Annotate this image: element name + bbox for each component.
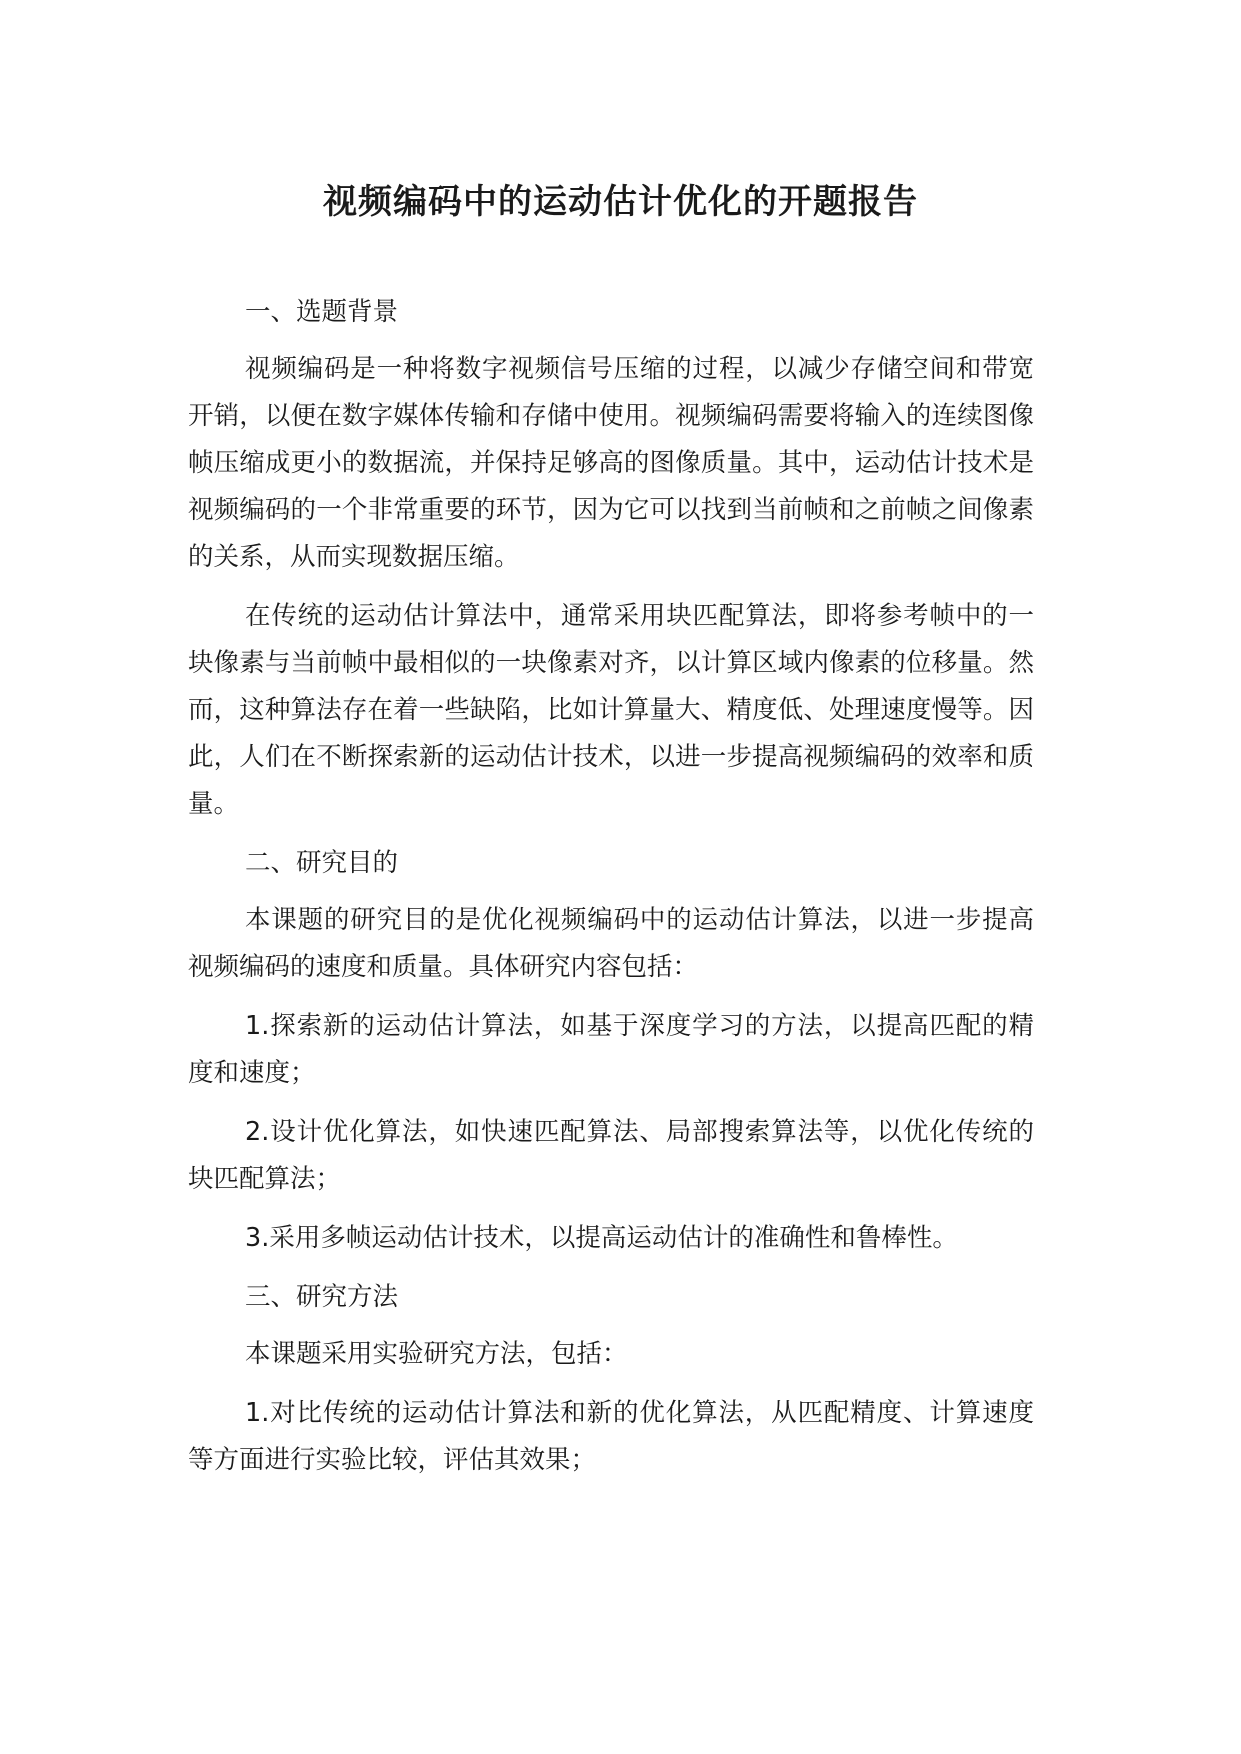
paragraph-background-2: 在传统的运动估计算法中，通常采用块匹配算法，即将参考帧中的一块像素与当前帧中最相似的一块像素对齐，以计算区域内像素的位移量。然而，这种算法存在着一些缺陷，比如计算量大、精度低、处理速度慢等。因此，人们在不断探索新的运动估计技术，以进一步提高视频编码的效率和质量。: [188, 601, 1034, 819]
paragraph-purpose-1: 本课题的研究目的是优化视频编码中的运动估计算法，以进一步提高视频编码的速度和质量。具体研究内容包括：: [188, 905, 1034, 982]
section-heading-purpose: 二、研究目的: [245, 848, 399, 878]
paragraph-background-1: 视频编码是一种将数字视频信号压缩的过程，以减少存储空间和带宽开销，以便在数字媒体传输和存储中使用。视频编码需要将输入的连续图像帧压缩成更小的数据流，并保持足够高的图像质量。其中，运动估计技术是视频编码的一个非常重要的环节，因为它可以找到当前帧和之前帧之间像素的关系，从而实现数据压缩。: [188, 354, 1034, 572]
list-item-purpose-1: 1.探索新的运动估计算法，如基于深度学习的方法，以提高匹配的精度和速度；: [188, 1011, 1034, 1088]
section-heading-background: 一、选题背景: [245, 297, 399, 327]
paragraph-method-1: 本课题采用实验研究方法，包括：: [245, 1339, 628, 1369]
section-heading-method: 三、研究方法: [245, 1282, 399, 1312]
document-body: [188, 289, 1034, 1496]
document-title: 视频编码中的运动估计优化的开题报告: [323, 182, 918, 222]
list-item-purpose-3: 3.采用多帧运动估计技术，以提高运动估计的准确性和鲁棒性。: [245, 1223, 958, 1253]
list-item-purpose-2: 2.设计优化算法，如快速匹配算法、局部搜索算法等，以优化传统的块匹配算法；: [188, 1117, 1034, 1194]
list-item-method-1: 1.对比传统的运动估计算法和新的优化算法，从匹配精度、计算速度等方面进行实验比较，评估其效果；: [188, 1398, 1034, 1475]
